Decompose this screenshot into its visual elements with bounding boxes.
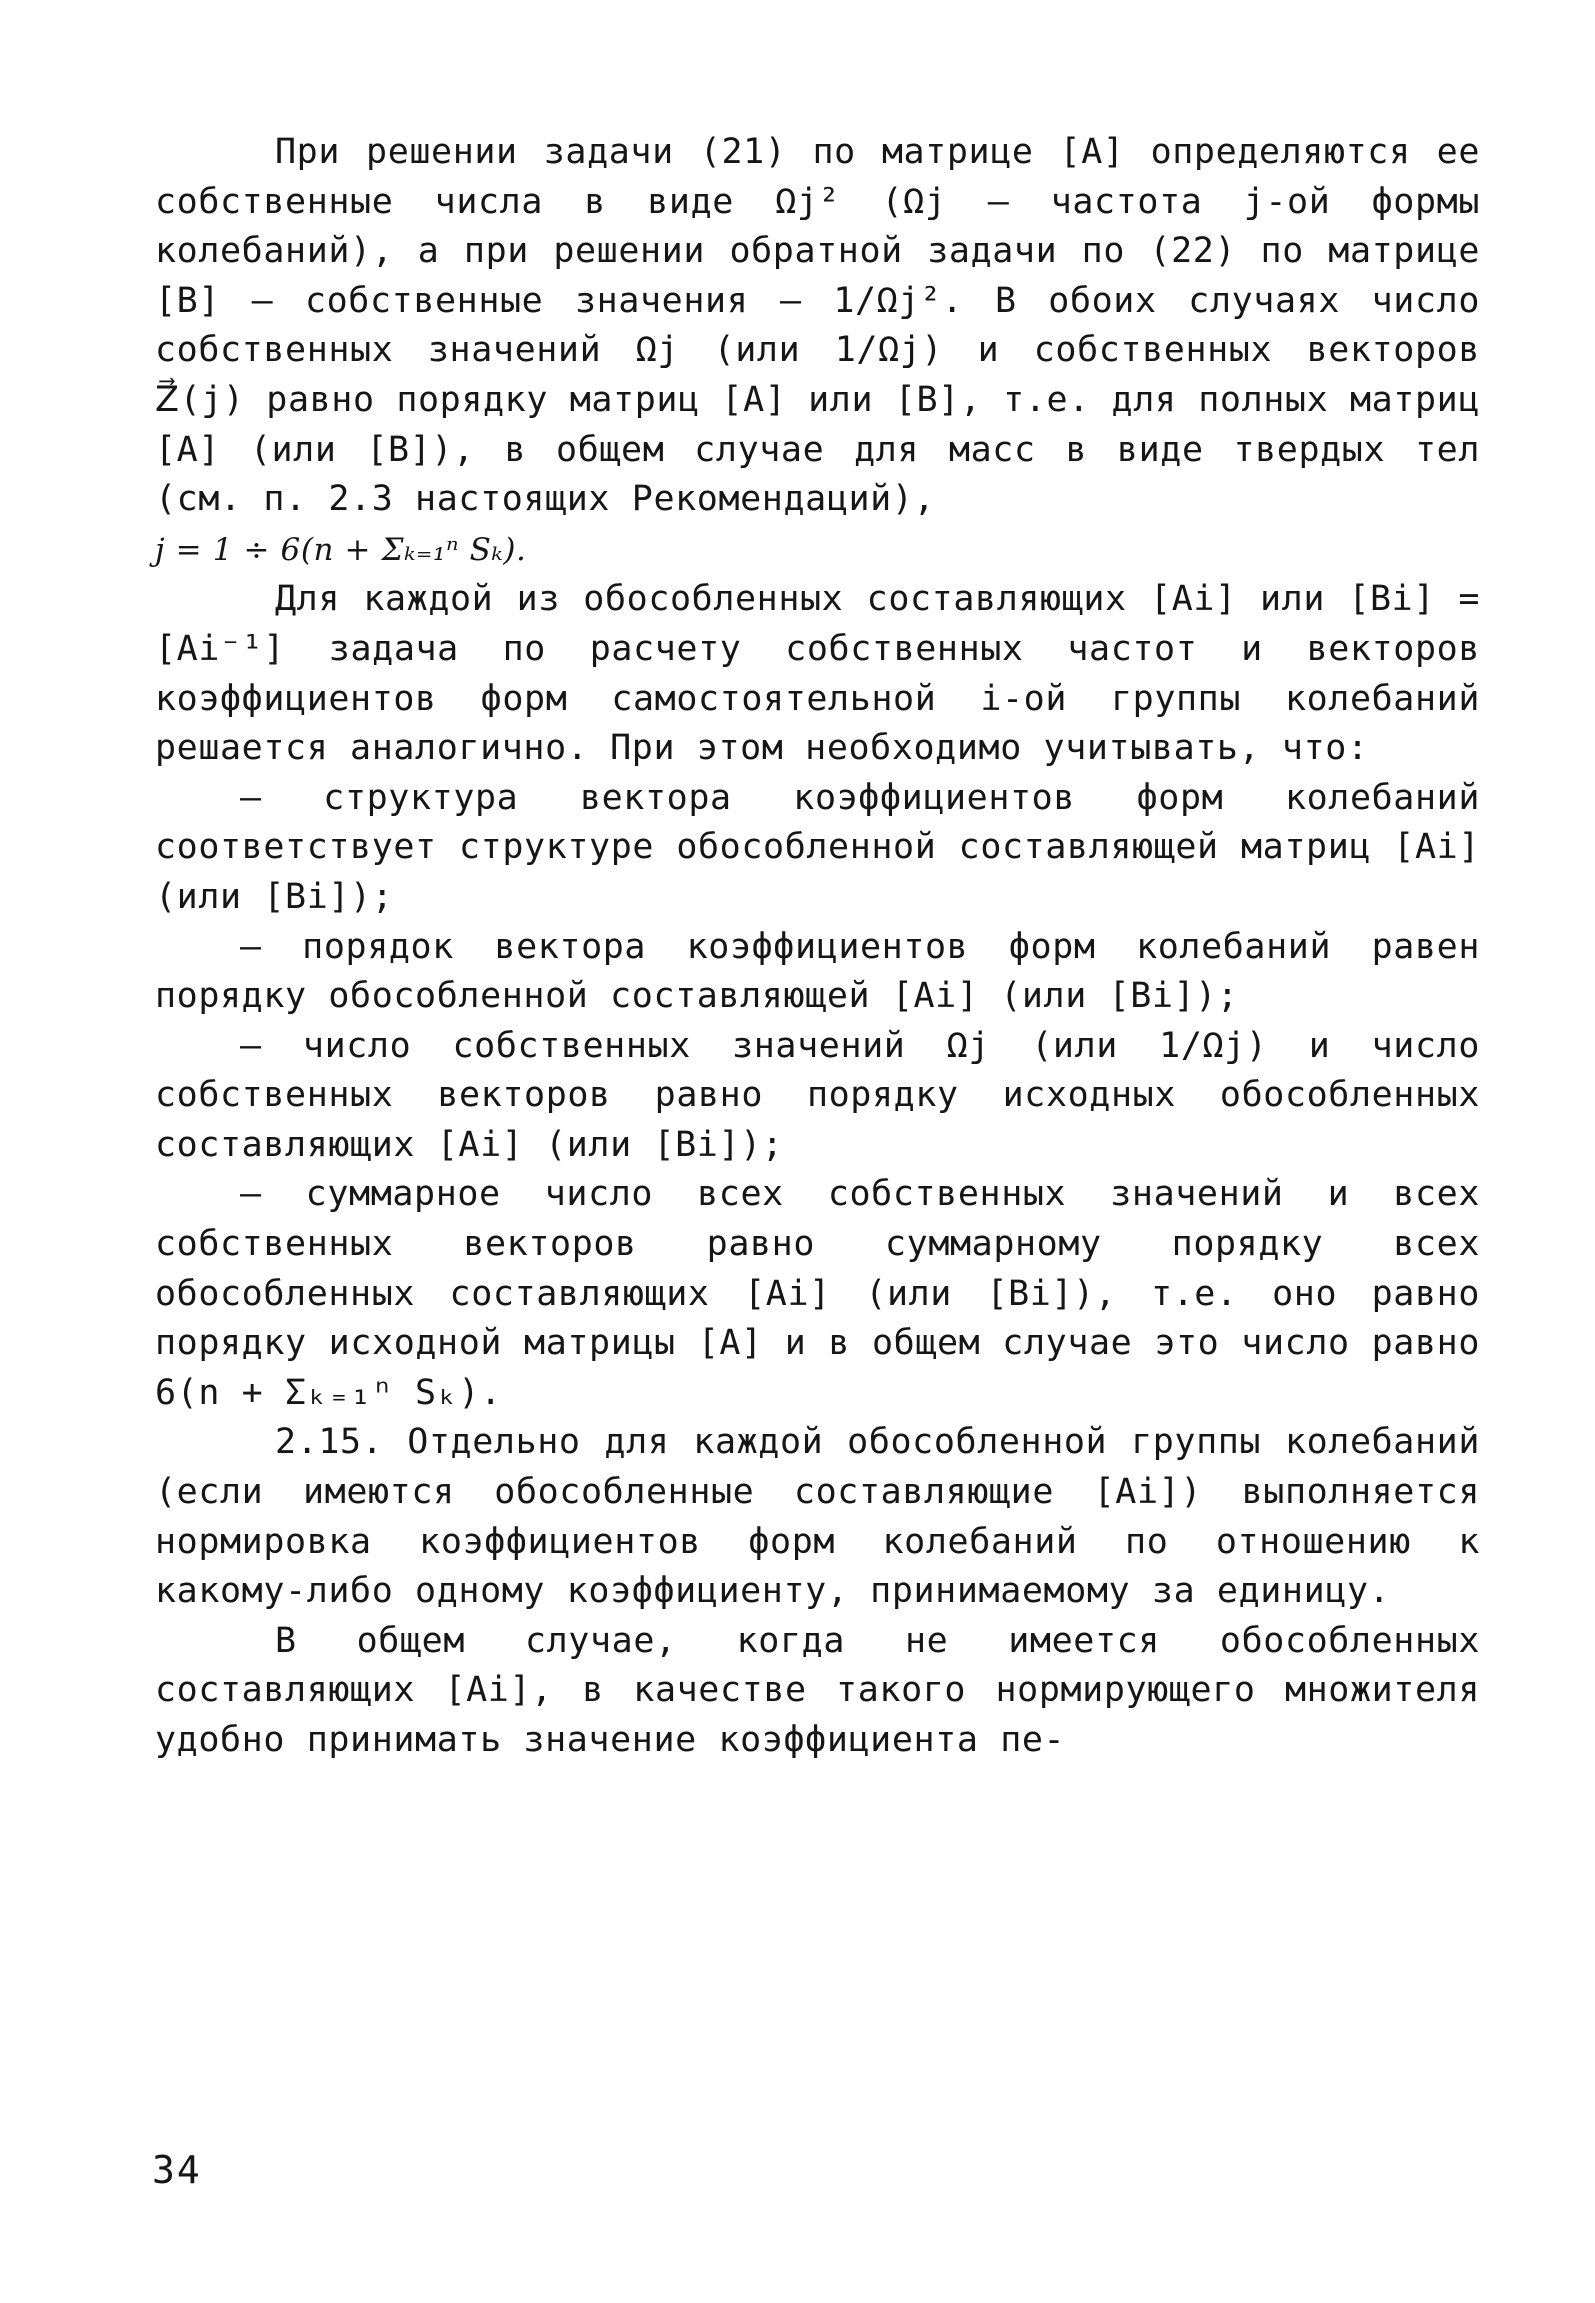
list-item: – структура вектора коэффициентов форм колебаний соответствует структуре обособленной составляющей матриц [Ai] (или [Bi]); xyxy=(155,777,1480,917)
paragraph-2: Для каждой из обособленных составляющих [Ai] или [Bi] = [Ai⁻¹] задача по расчету собственных частот и векторов коэффициентов форм самостоятельной i-ой группы колебаний решается аналогично. При этом необходимо учитывать, что: xyxy=(155,579,1480,769)
paragraph-general-case: В общем случае, когда не имеется обособленных составляющих [Ai], в качестве такого нормирующего множителя удобно принимать значение коэффициента пе- xyxy=(155,1620,1480,1760)
page-body xyxy=(155,128,1480,1766)
paragraph-1: При решении задачи (21) по матрице [A] определяются ее собственные числа в виде Ωj² (Ωj – частота j-ой формы колебаний), а при решении обратной задачи по (22) по матрице [B] – собственные значения – 1/Ωj². В обоих случаях число собственных значений Ωj (или 1/Ωj) и собственных векторов Z⃗(j) равно порядку матриц [A] или [B], т.е. для полных матриц [A] (или [B]), в общем случае для масс в виде твердых тел (см. п. 2.3 настоящих Рекомендаций), xyxy=(155,132,1480,520)
equation-j-range: j = 1 ÷ 6(n + Σₖ₌₁ⁿ Sₖ). xyxy=(155,531,527,568)
page-number: 34 xyxy=(152,2148,202,2192)
list-item: – порядок вектора коэффициентов форм колебаний равен порядку обособленной составляющей [Ai] (или [Bi]); xyxy=(155,926,1480,1017)
paragraph-2-15: 2.15. Отдельно для каждой обособленной группы колебаний (если имеются обособленные составляющие [Ai]) выполняется нормировка коэффициентов форм колебаний по отношению к какому-либо одному коэффициенту, принимаемому за единицу. xyxy=(155,1422,1480,1612)
list-item: – число собственных значений Ωj (или 1/Ωj) и число собственных векторов равно порядку исходных обособленных составляющих [Ai] (или [Bi]); xyxy=(155,1025,1480,1165)
list-item: – суммарное число всех собственных значений и всех собственных векторов равно суммарному порядку всех обособленных составляющих [Ai] (или [Bi]), т.е. оно равно порядку исходной матрицы [A] и в общем случае это число равно 6(n + Σₖ₌₁ⁿ Sₖ). xyxy=(155,1174,1480,1413)
